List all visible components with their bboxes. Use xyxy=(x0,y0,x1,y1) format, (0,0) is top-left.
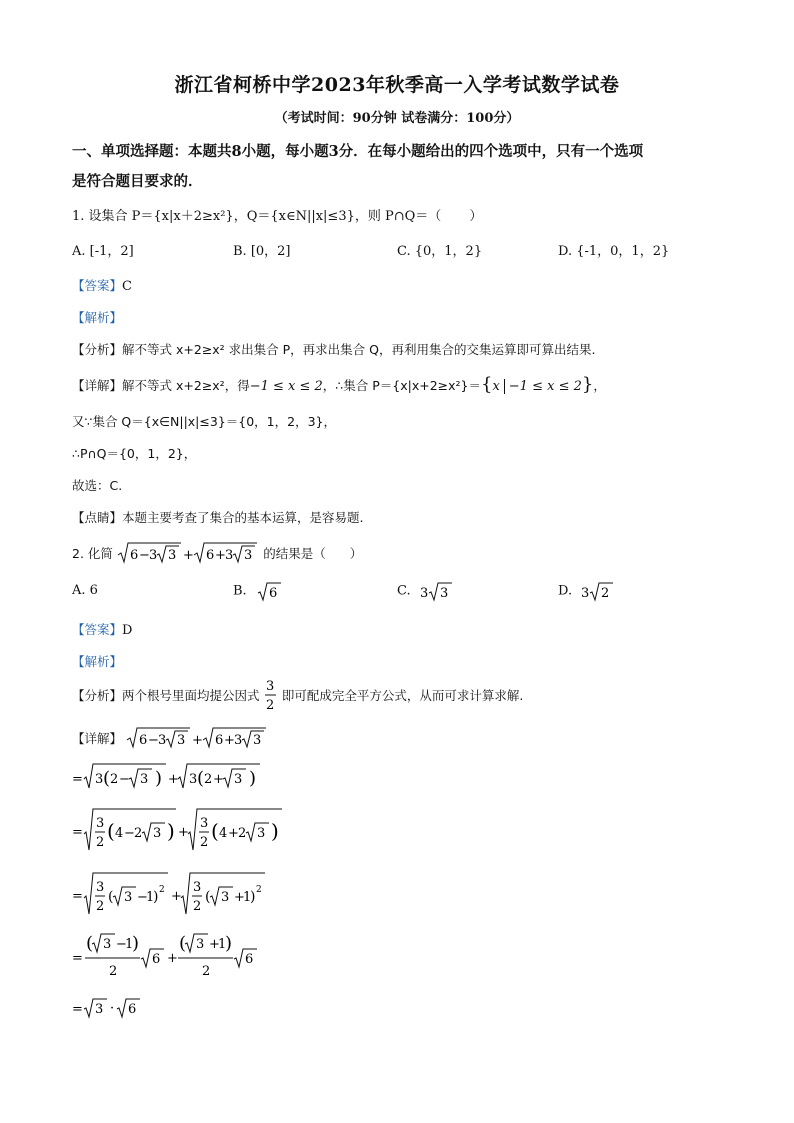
paren-right: ) xyxy=(250,889,256,905)
right-brace: } xyxy=(581,374,594,395)
num-six: 6 xyxy=(215,733,224,748)
paren-left: ( xyxy=(108,889,114,905)
exam-subtitle: （考试时间：90分钟 试卷满分：100分） xyxy=(274,111,520,126)
exponent-two: 2 xyxy=(159,885,165,895)
q2-stem-prefix: 2. 化简 xyxy=(72,546,113,561)
num-two: 2 xyxy=(110,772,119,787)
num-two: 2 xyxy=(601,586,610,601)
num-three: 3 xyxy=(221,890,230,905)
q1-option-c: C. {0，1，2} xyxy=(397,244,483,259)
num-three: 3 xyxy=(96,880,105,895)
q2-step-6 xyxy=(72,995,142,1021)
q1-option-a: A. [-1，2] xyxy=(72,244,134,259)
num-six: 6 xyxy=(245,952,254,967)
num-four: 4 xyxy=(219,826,228,841)
num-two: 2 xyxy=(109,964,118,979)
op-plus: + xyxy=(213,772,224,787)
q2-option-c xyxy=(397,580,455,602)
num-one: 1 xyxy=(218,937,227,952)
num-one: 1 xyxy=(243,890,252,905)
paren-right: ) xyxy=(271,819,279,843)
paren-right: ) xyxy=(153,889,159,905)
op-minus: − xyxy=(119,772,130,787)
q2-option-c-label: C. xyxy=(397,583,411,599)
q1-detail-1f: ， xyxy=(593,378,606,393)
paren-left: ( xyxy=(107,819,115,843)
q1-detail-line4: 故选：C. xyxy=(72,478,123,493)
op-eq: = xyxy=(72,889,83,904)
num-three: 3 xyxy=(168,548,177,563)
q1-comment: 本题主要考查了集合的基本运算，是容易题. xyxy=(122,510,364,525)
num-three: 3 xyxy=(225,548,234,563)
q1-stem xyxy=(72,205,482,224)
analysis-tag: 【解析】 xyxy=(72,310,123,325)
num-three: 3 xyxy=(95,1002,104,1017)
op-dot: · xyxy=(110,1001,115,1016)
op-plus: + xyxy=(167,951,178,966)
num-three: 3 xyxy=(234,733,243,748)
op-minus: − xyxy=(137,890,148,905)
fraction-three-halves xyxy=(264,676,278,714)
paren-left: ( xyxy=(205,889,211,905)
q1-analysis-tag xyxy=(72,308,122,326)
op-plus: + xyxy=(178,825,189,840)
op-plus: + xyxy=(224,733,236,748)
paren-right: ) xyxy=(225,933,233,954)
q1-comment-line xyxy=(72,508,364,526)
op-plus: + xyxy=(192,733,204,748)
num-six: 6 xyxy=(128,1002,137,1017)
num-two: 2 xyxy=(96,835,105,850)
q1-detail-line1 xyxy=(72,374,606,395)
num-three: 3 xyxy=(153,826,162,841)
detail-tag: 【详解】 xyxy=(72,378,123,393)
op-minus: − xyxy=(116,937,127,952)
answer-tag: 【答案】 xyxy=(72,622,123,637)
set-bar xyxy=(504,379,505,394)
op-plus: + xyxy=(209,937,220,952)
q2-option-b xyxy=(233,580,283,602)
q2-detail-line1 xyxy=(72,726,268,750)
num-three: 3 xyxy=(257,826,266,841)
num-six: 6 xyxy=(268,586,278,601)
q2-fenxi-line xyxy=(72,676,523,714)
num-three: 3 xyxy=(581,586,590,601)
q1-stem-suffix: ） xyxy=(469,209,483,224)
num-two: 2 xyxy=(202,964,211,979)
q2-option-b-label: B. xyxy=(233,583,247,599)
num-three: 3 xyxy=(200,816,209,831)
num-two: 2 xyxy=(265,698,274,713)
num-three: 3 xyxy=(124,890,133,905)
q2-fenxi-a: 两个根号里面均提公因式 xyxy=(122,688,260,703)
op-plus: + xyxy=(215,548,226,563)
num-three: 3 xyxy=(158,733,167,748)
paren-right: ) xyxy=(155,768,163,789)
q2-detail-expression xyxy=(126,726,268,750)
q1-detail-1c: ，∴集合 P＝{x|x+2≥x²}＝ xyxy=(322,378,481,393)
op-eq: = xyxy=(72,825,83,840)
num-three: 3 xyxy=(140,772,149,787)
num-three: 3 xyxy=(149,548,158,563)
num-four: 4 xyxy=(115,826,124,841)
num-three: 3 xyxy=(96,816,105,831)
op-plus: + xyxy=(171,889,182,904)
paren-right: ) xyxy=(132,933,140,954)
q2-fenxi-b: 即可配成完全平方公式，从而可求计算求解. xyxy=(281,688,524,703)
answer-tag: 【答案】 xyxy=(72,278,123,293)
num-two: 2 xyxy=(200,835,209,850)
q2-option-d xyxy=(558,580,616,602)
num-six: 6 xyxy=(130,548,139,563)
section-heading-line1: 一、单项选择题：本题共8小题，每小题3分．在每小题给出的四个选项中，只有一个选项 xyxy=(72,143,644,160)
q2-stem-suffix: 的结果是（ xyxy=(263,546,326,561)
analysis-tag: 【解析】 xyxy=(72,654,123,669)
op-plus: + xyxy=(168,772,179,787)
three-sqrt-three xyxy=(419,580,455,602)
op-minus: − xyxy=(148,733,160,748)
num-six: 6 xyxy=(206,548,215,563)
paren-left: ( xyxy=(103,768,111,789)
num-three: 3 xyxy=(265,679,274,694)
q1-fenxi-text: 解不等式 x+2≥x² 求出集合 P，再求出集合 Q，再利用集合的交集运算即可算出结果. xyxy=(122,342,596,357)
num-two: 2 xyxy=(96,899,105,914)
q2-step-3 xyxy=(72,806,287,854)
num-two: 2 xyxy=(238,826,247,841)
num-two: 2 xyxy=(134,826,143,841)
q2-stem-end: ） xyxy=(349,546,363,561)
op-eq: = xyxy=(72,951,83,966)
num-three: 3 xyxy=(234,772,243,787)
op-plus: + xyxy=(183,548,194,563)
sqrt-six xyxy=(257,580,283,602)
op-eq: = xyxy=(72,1002,83,1017)
num-one: 1 xyxy=(146,890,155,905)
num-one: 1 xyxy=(125,937,134,952)
q1-detail-1d: x xyxy=(492,379,500,394)
q1-option-b: B. [0，2] xyxy=(233,244,291,259)
three-sqrt-two xyxy=(580,580,616,602)
paren-left: ( xyxy=(179,933,187,954)
paren-left: ( xyxy=(211,819,219,843)
exponent-two: 2 xyxy=(256,885,262,895)
num-three: 3 xyxy=(253,733,262,748)
q2-analysis-tag xyxy=(72,652,122,670)
q2-option-a: A. 6 xyxy=(72,583,98,598)
paren-left: ( xyxy=(197,768,205,789)
num-two: 2 xyxy=(193,899,202,914)
paren-right: ) xyxy=(249,768,257,789)
num-three: 3 xyxy=(95,772,104,787)
num-three: 3 xyxy=(196,937,205,952)
num-three: 3 xyxy=(103,937,112,952)
fenxi-tag: 【分析】 xyxy=(72,688,123,703)
q2-answer-line xyxy=(72,620,132,638)
op-minus: − xyxy=(124,826,135,841)
q2-step-5 xyxy=(72,930,262,982)
q2-stem xyxy=(72,541,362,565)
num-six: 6 xyxy=(152,952,161,967)
num-six: 6 xyxy=(139,733,148,748)
q1-detail-line3: ∴P∩Q＝{0，1，2}， xyxy=(72,446,197,461)
left-brace: { xyxy=(480,374,493,395)
op-plus: + xyxy=(234,890,245,905)
paren-left: ( xyxy=(86,933,94,954)
num-three: 3 xyxy=(189,772,198,787)
q1-option-d: D. {-1，0，1，2} xyxy=(558,244,670,259)
q1-answer-line xyxy=(72,276,132,294)
exam-title: 浙江省柯桥中学2023年秋季高一入学考试数学试卷 xyxy=(174,74,620,96)
op-eq: = xyxy=(72,772,83,787)
q1-detail-1e: −1 ≤ x ≤ 2 xyxy=(508,379,582,394)
section-heading-line2: 是符合题目要求的． xyxy=(72,173,203,190)
q1-stem-prefix: 1. 设集合 P＝{x|x＋2≥x²}，Q＝{x∈N||x|≤3}，则 P∩Q＝（ xyxy=(72,209,442,224)
q2-option-d-label: D. xyxy=(558,583,573,599)
q2-radical-expression xyxy=(117,541,259,565)
q1-detail-line2: 又∵集合 Q＝{x∈N||x|≤3}＝{0，1，2，3}， xyxy=(72,414,336,429)
num-three: 3 xyxy=(439,586,449,601)
q1-detail-1a: 解不等式 x+2≥x²，得 xyxy=(122,378,250,393)
paren-right: ) xyxy=(167,819,175,843)
comment-tag: 【点睛】 xyxy=(72,510,123,525)
num-three: 3 xyxy=(193,880,202,895)
q1-detail-1b: −1 ≤ x ≤ 2 xyxy=(249,379,323,394)
q2-step-4 xyxy=(72,870,272,918)
q1-fenxi-line xyxy=(72,340,595,358)
num-three: 3 xyxy=(244,548,253,563)
q2-step-2 xyxy=(72,762,272,792)
q1-answer: C xyxy=(122,279,132,294)
num-three: 3 xyxy=(177,733,186,748)
num-three: 3 xyxy=(419,586,429,601)
detail-tag: 【详解】 xyxy=(72,731,123,746)
op-minus: − xyxy=(139,548,150,563)
q2-answer: D xyxy=(122,623,133,638)
num-two: 2 xyxy=(204,772,213,787)
fenxi-tag: 【分析】 xyxy=(72,342,123,357)
op-plus: + xyxy=(228,826,239,841)
